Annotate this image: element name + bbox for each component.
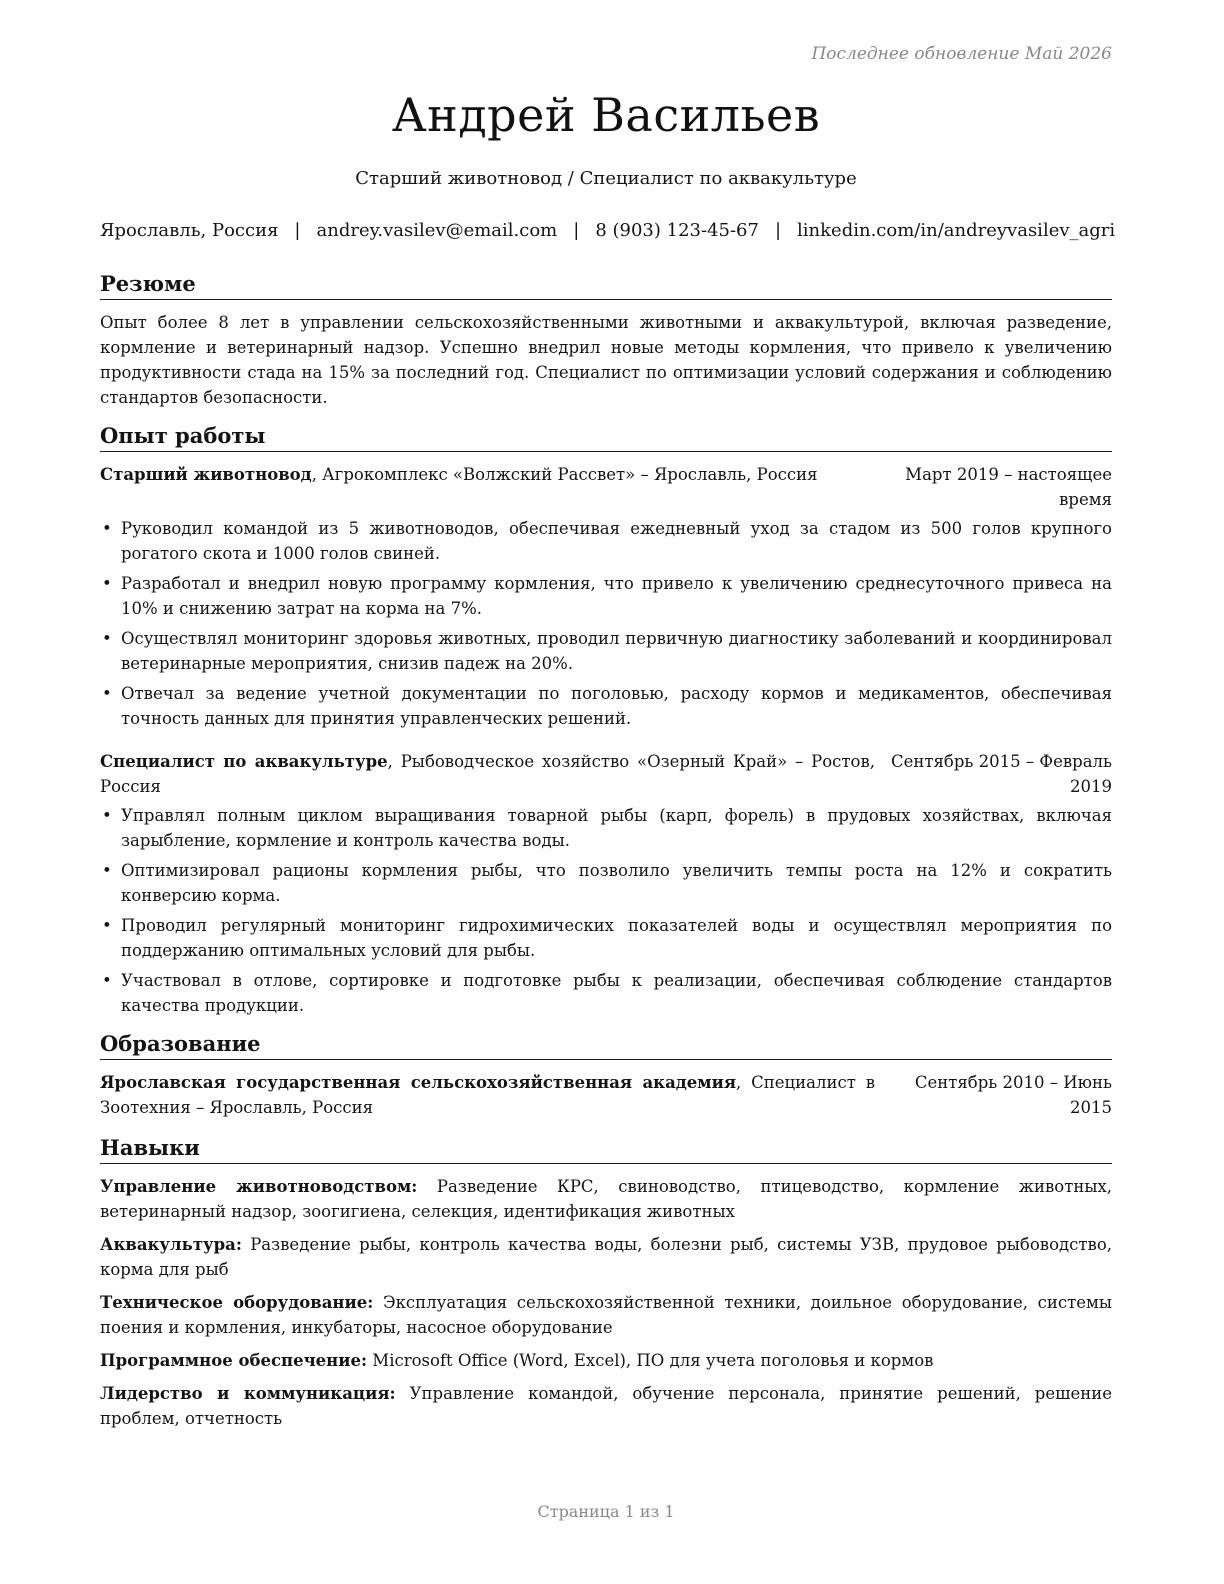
list-item: • Участвовал в отлове, сортировке и подготовке рыбы к реализации, обеспечивая соблюдение стандартов качества продукции.: [100, 968, 1112, 1018]
list-item: • Разработал и внедрил новую программу кормления, что привело к увеличению среднесуточного привеса на 10% и снижению затрат на корма на 7%.: [100, 571, 1112, 621]
job-entry: [100, 749, 1112, 1018]
job-dates: Март 2019 – настоящее время: [905, 465, 1112, 509]
skill-text: Управление командой, обучение персонала, принятие решений, решение проблем, отчетность: [100, 1384, 1112, 1428]
skill-label: Программное обеспечение:: [100, 1351, 368, 1370]
contact-separator: |: [774, 220, 782, 241]
job-role: Специалист по аквакультуре: [100, 752, 388, 771]
education-school: Ярославская государственная сельскохозяйственная академия: [100, 1073, 737, 1092]
resume-body: [100, 270, 1112, 1439]
education-detail: , Специалист в Зоотехния – Ярославль, Россия: [100, 1073, 875, 1117]
skill-row: [100, 1290, 1112, 1340]
skill-row: [100, 1348, 1112, 1373]
job-entry: [100, 462, 1112, 731]
summary-text: Опыт более 8 лет в управлении сельскохозяйственными животными и аквакультурой, включая разведение, кормление и ветеринарный надзор. Успешно внедрил новые методы кормления, что привело к увеличению продуктивности стада на 15% за последний год. Специалист по оптимизации условий содержания и соблюдению стандартов безопасности.: [100, 313, 1112, 407]
skill-text: Разведение рыбы, контроль качества воды, болезни рыб, системы УЗВ, прудовое рыбоводство, корма для рыб: [100, 1235, 1112, 1279]
skill-text: Microsoft Office (Word, Excel), ПО для учета поголовья и кормов: [367, 1351, 934, 1370]
list-item: • Руководил командой из 5 животноводов, обеспечивая ежедневный уход за стадом из 500 голов крупного рогатого скота и 1000 голов свиней.: [100, 516, 1112, 566]
skill-text: Эксплуатация сельскохозяйственной техники, доильное оборудование, системы поения и кормления, инкубаторы, насосное оборудование: [100, 1293, 1113, 1337]
last-updated: Последнее обновление Май 2026: [811, 44, 1112, 64]
contact-email[interactable]: andrey.vasilev@email.com: [316, 220, 558, 241]
skill-row: [100, 1381, 1112, 1431]
skill-text: Разведение КРС, свиноводство, птицеводство, кормление животных, ветеринарный надзор, зоогигиена, селекция, идентификация животных: [100, 1177, 1113, 1221]
contact-line: [100, 220, 1116, 241]
list-item: • Отвечал за ведение учетной документации по поголовью, расходу кормов и медикаментов, обеспечивая точность данных для принятия управленческих решений.: [100, 681, 1112, 731]
skill-row: [100, 1174, 1112, 1224]
skill-label: Техническое оборудование:: [100, 1293, 374, 1312]
contact-separator: |: [294, 220, 301, 241]
education-dates: Сентябрь 2010 – Июнь 2015: [914, 1073, 1112, 1117]
page-number: Страница 1 из 1: [537, 1502, 675, 1521]
job-bullets: [100, 803, 1112, 1018]
job-header: [100, 749, 1112, 799]
job-title: Старший животновод / Специалист по аквакультуре: [355, 168, 857, 189]
job-role: Старший животновод: [100, 465, 312, 484]
job-dates: Сентябрь 2015 – Февраль 2019: [891, 752, 1112, 796]
skill-label: Лидерство и коммуникация:: [100, 1384, 396, 1403]
job-bullets: [100, 516, 1112, 731]
skill-label: Аквакультура:: [100, 1235, 242, 1254]
contact-phone[interactable]: 8 (903) 123-45-67: [595, 220, 759, 241]
section-title-skills: Навыки: [100, 1134, 1112, 1164]
contact-location: Ярославль, Россия: [100, 220, 279, 241]
list-item: • Оптимизировал рационы кормления рыбы, что позволило увеличить темпы роста на 12% и сократить конверсию корма.: [100, 858, 1112, 908]
job-org: , Агрокомплекс «Волжский Рассвет» – Ярославль, Россия: [311, 465, 818, 484]
list-item: • Проводил регулярный мониторинг гидрохимических показателей воды и осуществлял мероприятия по поддержанию оптимальных условий для рыбы.: [100, 913, 1112, 963]
skill-row: [100, 1232, 1112, 1282]
list-item: • Осуществлял мониторинг здоровья животных, проводил первичную диагностику заболеваний и координировал ветеринарные мероприятия, снизив падеж на 20%.: [100, 626, 1112, 676]
contact-linkedin[interactable]: linkedin.com/in/andreyvasilev_agri: [797, 220, 1116, 241]
skill-label: Управление животноводством:: [100, 1177, 418, 1196]
section-title-summary: Резюме: [100, 270, 1112, 300]
person-name: Андрей Васильев: [391, 88, 821, 142]
contact-separator: |: [573, 220, 580, 241]
section-title-education: Образование: [100, 1030, 1112, 1060]
education-entry: [100, 1070, 1112, 1120]
list-item: • Управлял полным циклом выращивания товарной рыбы (карп, форель) в прудовых хозяйствах, включая зарыбление, кормление и контроль качества воды.: [100, 803, 1112, 853]
job-org: , Рыбоводческое хозяйство «Озерный Край» – Ростов, Россия: [100, 752, 875, 796]
job-header: [100, 462, 1112, 512]
section-title-experience: Опыт работы: [100, 422, 1112, 452]
